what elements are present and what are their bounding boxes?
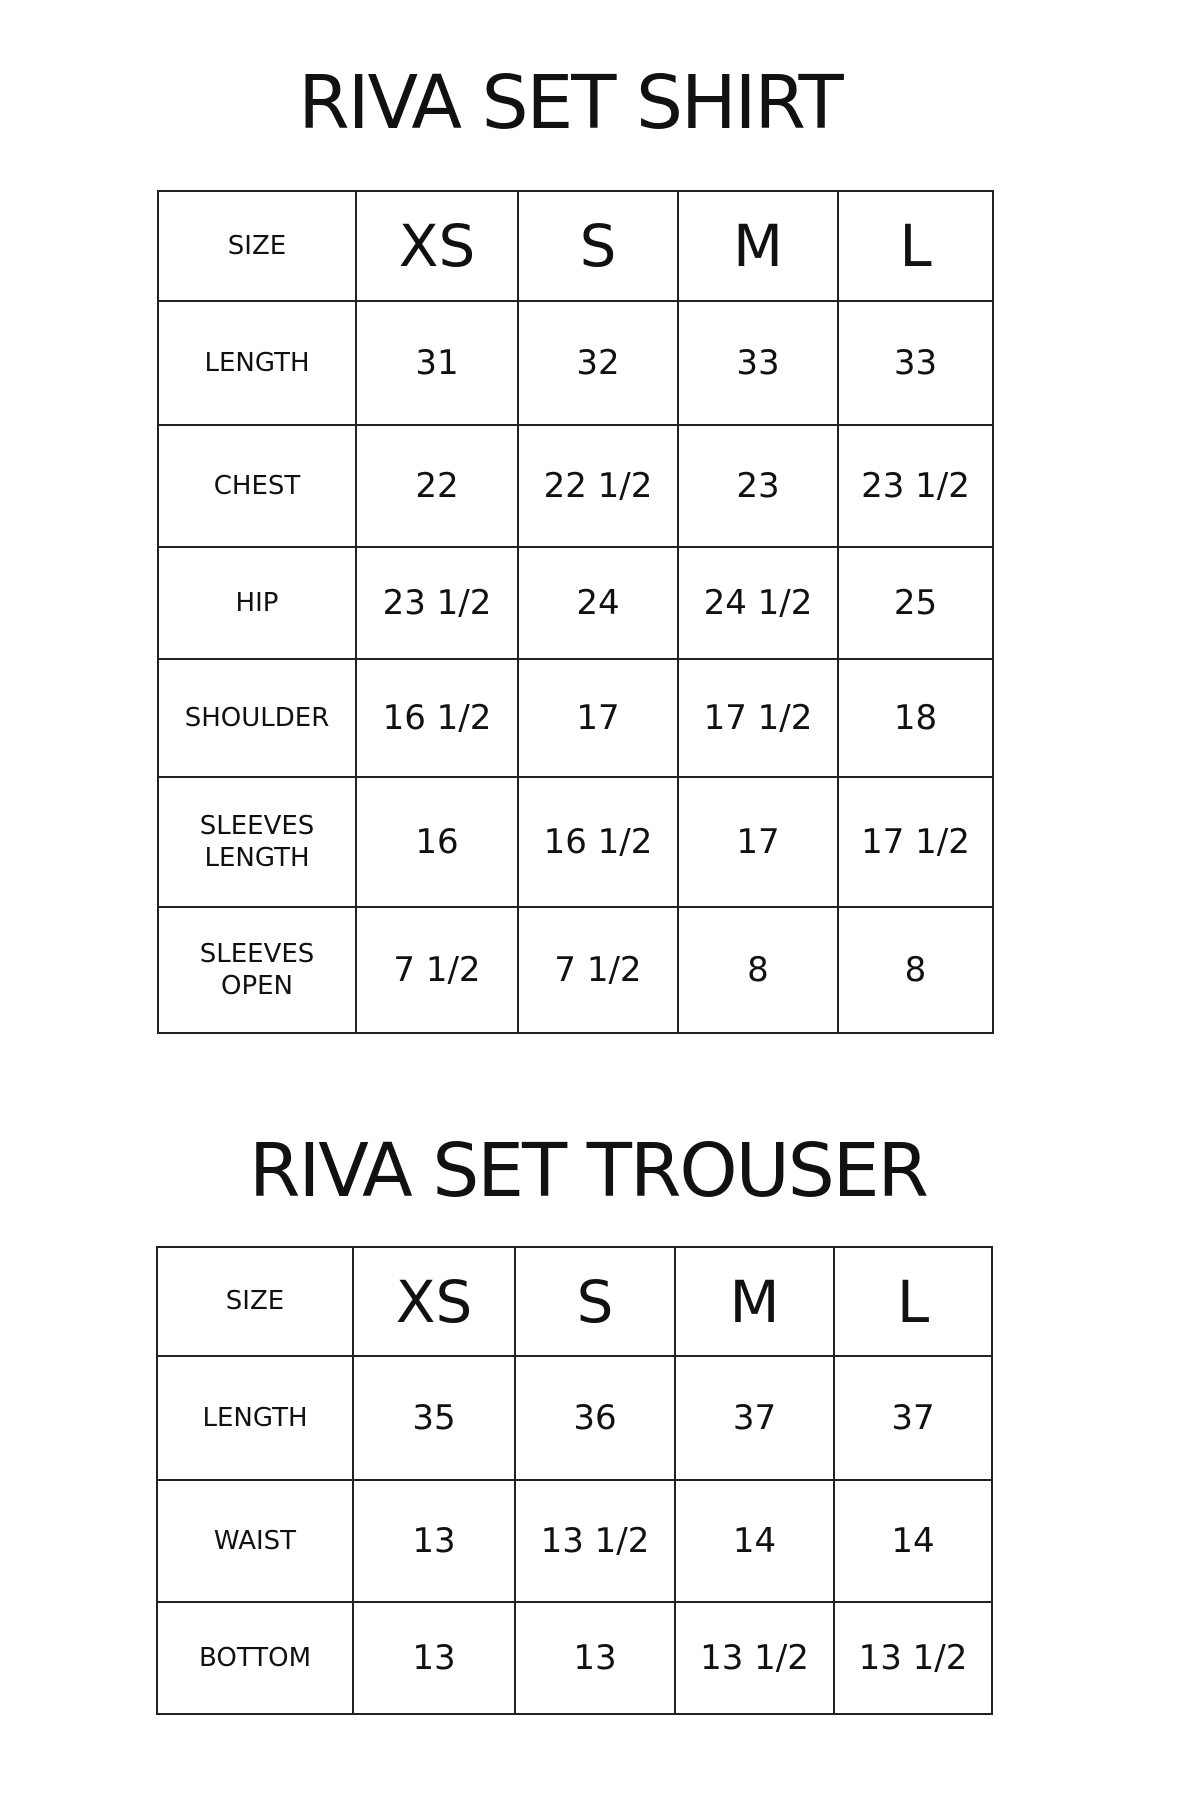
shirt-row-sleeves-open — [158, 907, 993, 1033]
shirt-row-label: SHOULDER — [158, 659, 356, 777]
shirt-row-label: LENGTH — [158, 301, 356, 425]
shirt-value: 17 1/2 — [838, 777, 993, 907]
trouser-value: 36 — [515, 1356, 675, 1480]
trouser-size-s: S — [515, 1247, 675, 1356]
shirt-value: 17 — [678, 777, 838, 907]
shirt-value: 25 — [838, 547, 993, 659]
trouser-row-label: BOTTOM — [157, 1602, 353, 1714]
trouser-size-table — [156, 1246, 993, 1715]
shirt-value: 8 — [678, 907, 838, 1033]
shirt-value: 7 1/2 — [356, 907, 518, 1033]
shirt-row-sleeves-length — [158, 777, 993, 907]
shirt-size-l: L — [838, 191, 993, 301]
trouser-size-xs: XS — [353, 1247, 515, 1356]
shirt-value: 7 1/2 — [518, 907, 678, 1033]
shirt-value: 17 — [518, 659, 678, 777]
trouser-header-row — [157, 1247, 992, 1356]
shirt-value: 23 — [678, 425, 838, 547]
shirt-value: 31 — [356, 301, 518, 425]
shirt-value: 23 1/2 — [356, 547, 518, 659]
shirt-row-shoulder — [158, 659, 993, 777]
trouser-value: 13 1/2 — [515, 1480, 675, 1602]
shirt-value: 16 1/2 — [356, 659, 518, 777]
trouser-value: 14 — [675, 1480, 834, 1602]
shirt-size-s: S — [518, 191, 678, 301]
shirt-value: 16 — [356, 777, 518, 907]
shirt-value: 16 1/2 — [518, 777, 678, 907]
trouser-title: RIVA SET TROUSER — [249, 1128, 927, 1214]
shirt-value: 24 1/2 — [678, 547, 838, 659]
trouser-value: 13 — [353, 1602, 515, 1714]
shirt-value: 32 — [518, 301, 678, 425]
shirt-value: 24 — [518, 547, 678, 659]
shirt-header-row — [158, 191, 993, 301]
shirt-value: 33 — [678, 301, 838, 425]
trouser-size-l: L — [834, 1247, 992, 1356]
shirt-title: RIVA SET SHIRT — [298, 60, 842, 146]
trouser-value: 13 — [353, 1480, 515, 1602]
shirt-value: 22 — [356, 425, 518, 547]
trouser-value: 13 — [515, 1602, 675, 1714]
trouser-value: 13 1/2 — [834, 1602, 992, 1714]
shirt-value: 22 1/2 — [518, 425, 678, 547]
shirt-size-table — [157, 190, 994, 1034]
shirt-row-label: SLEEVES LENGTH — [158, 777, 356, 907]
trouser-value: 37 — [834, 1356, 992, 1480]
shirt-row-label: SLEEVES OPEN — [158, 907, 356, 1033]
trouser-value: 14 — [834, 1480, 992, 1602]
trouser-value: 37 — [675, 1356, 834, 1480]
trouser-size-m: M — [675, 1247, 834, 1356]
shirt-value: 33 — [838, 301, 993, 425]
trouser-value: 35 — [353, 1356, 515, 1480]
shirt-row-hip — [158, 547, 993, 659]
shirt-value: 18 — [838, 659, 993, 777]
shirt-size-header-label: SIZE — [158, 191, 356, 301]
trouser-size-header-label: SIZE — [157, 1247, 353, 1356]
shirt-row-chest — [158, 425, 993, 547]
trouser-row-bottom — [157, 1602, 992, 1714]
shirt-row-length — [158, 301, 993, 425]
shirt-size-xs: XS — [356, 191, 518, 301]
shirt-row-label: HIP — [158, 547, 356, 659]
shirt-row-label: CHEST — [158, 425, 356, 547]
trouser-row-label: WAIST — [157, 1480, 353, 1602]
trouser-row-label: LENGTH — [157, 1356, 353, 1480]
trouser-row-length — [157, 1356, 992, 1480]
trouser-row-waist — [157, 1480, 992, 1602]
shirt-value: 17 1/2 — [678, 659, 838, 777]
trouser-value: 13 1/2 — [675, 1602, 834, 1714]
shirt-value: 23 1/2 — [838, 425, 993, 547]
shirt-size-m: M — [678, 191, 838, 301]
shirt-value: 8 — [838, 907, 993, 1033]
